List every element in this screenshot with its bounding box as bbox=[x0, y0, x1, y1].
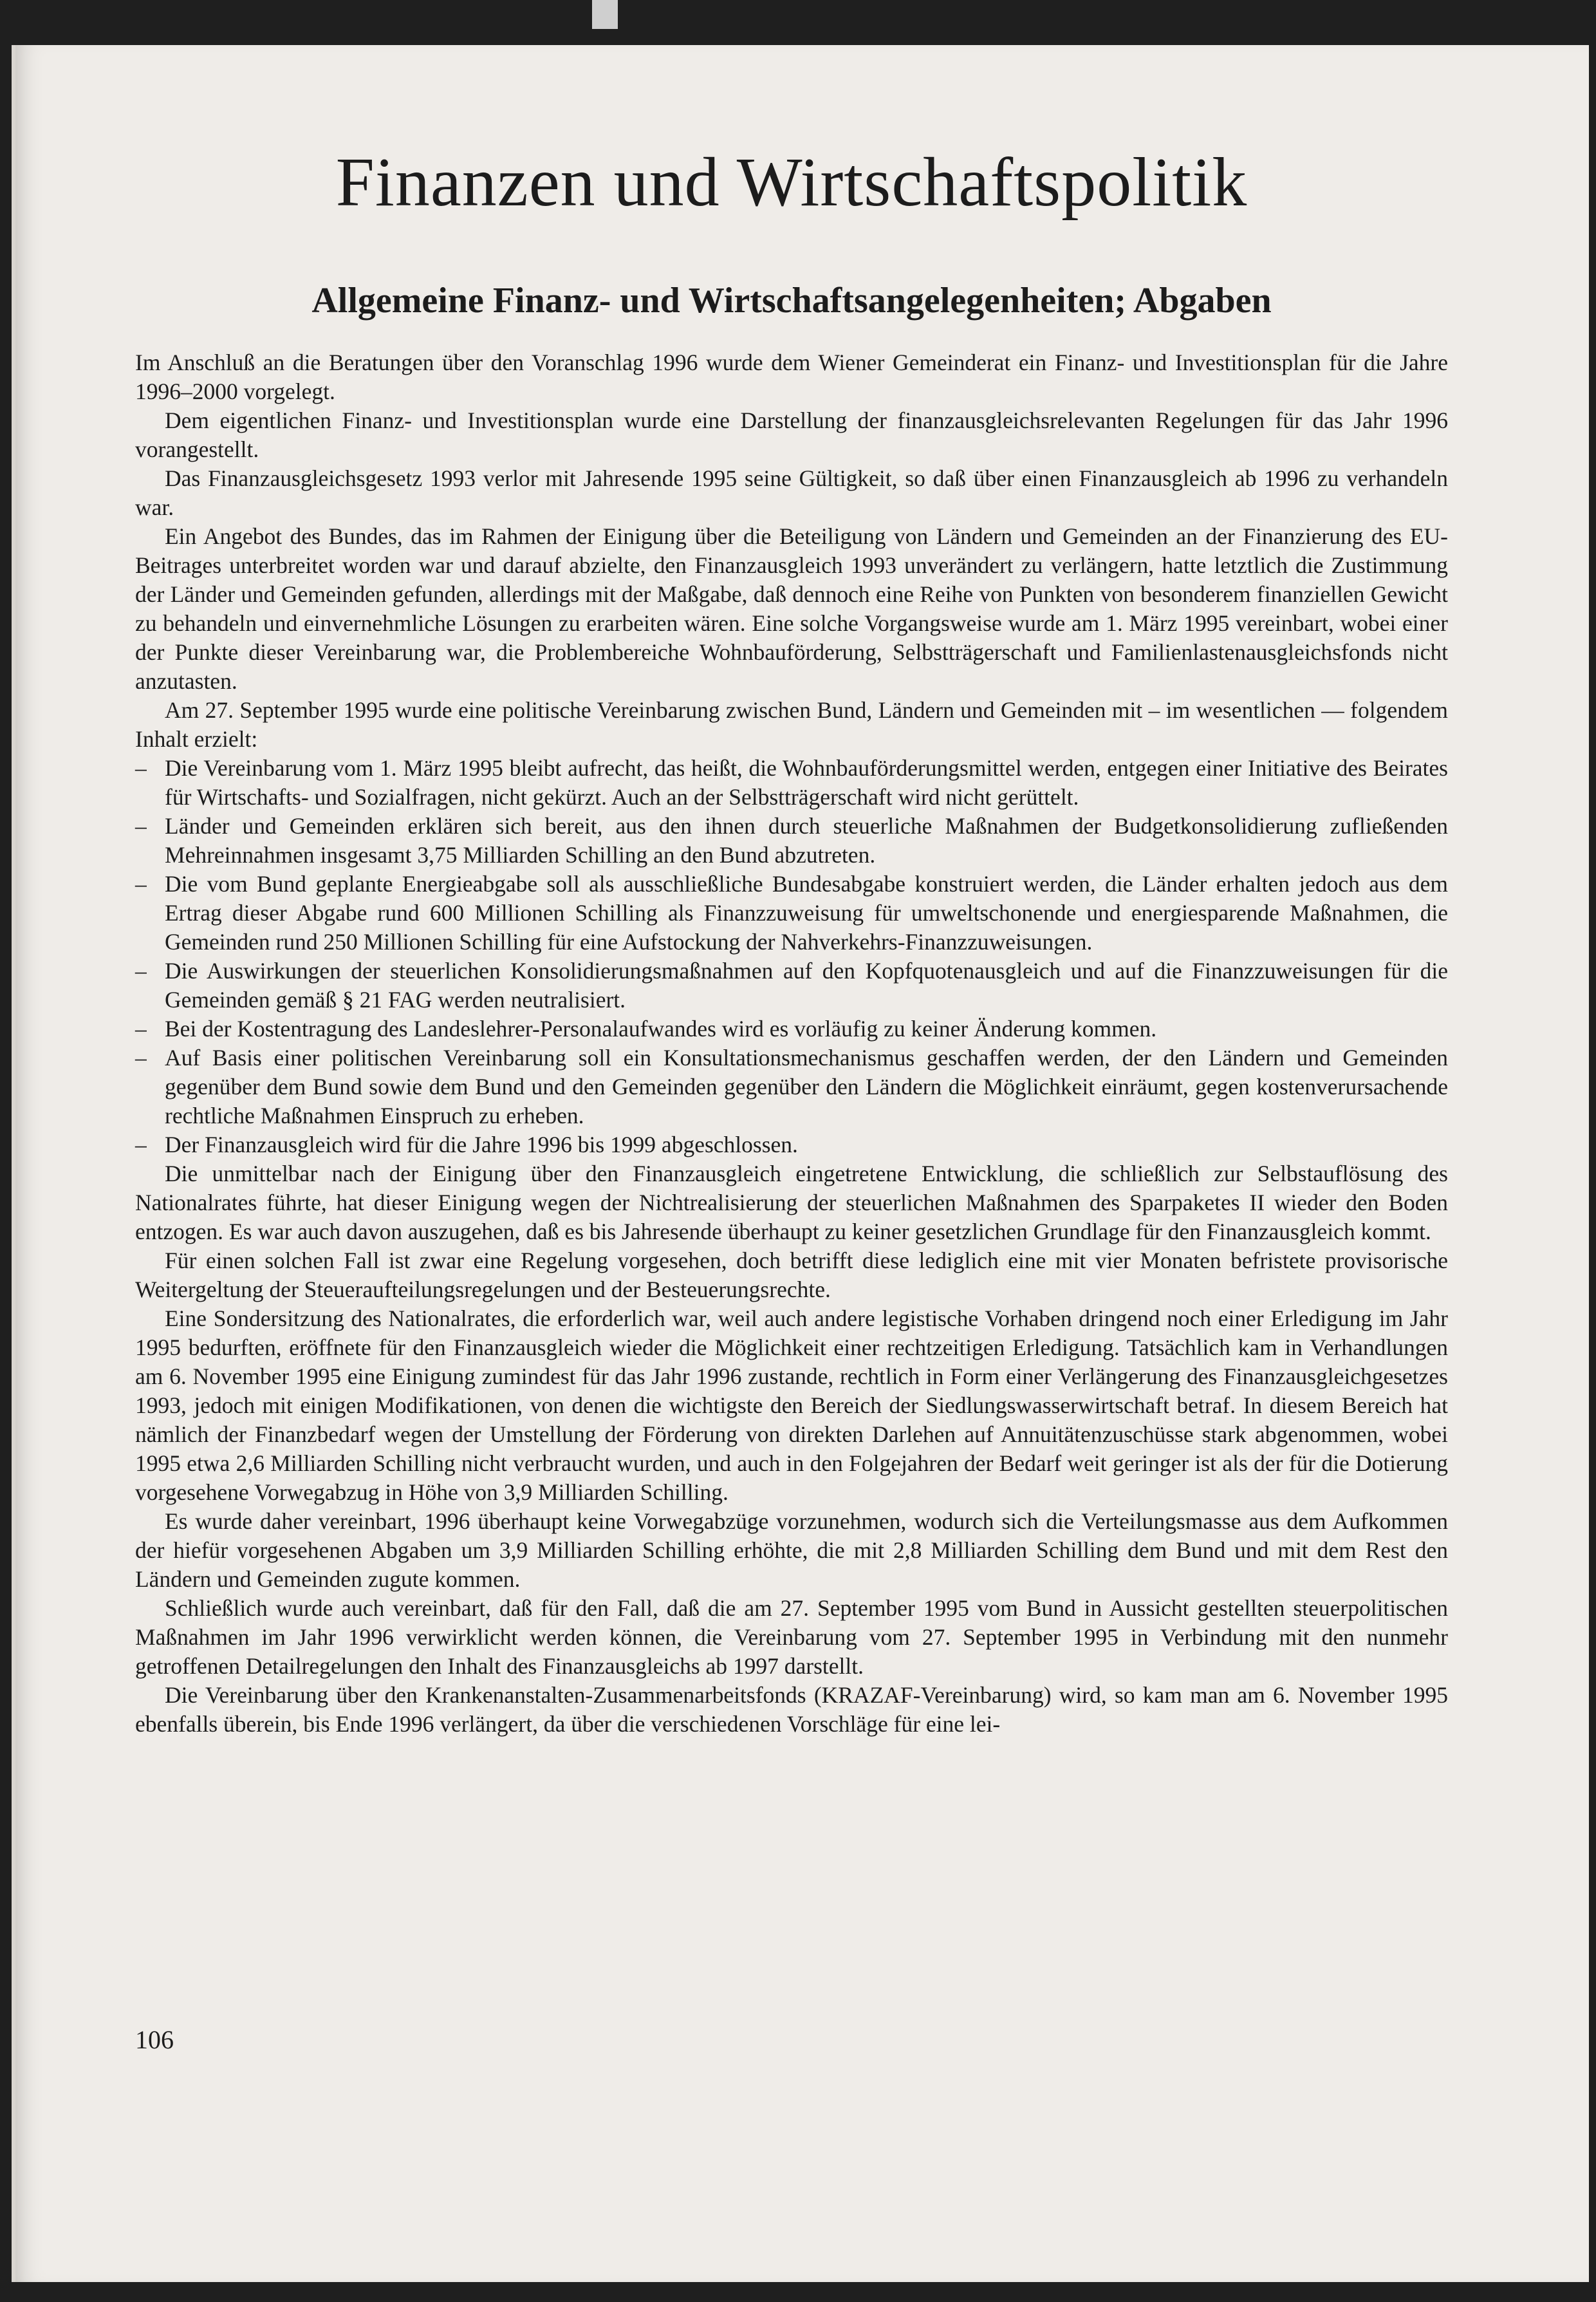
bullet-dash: – bbox=[135, 1044, 147, 1071]
list-item bbox=[135, 1130, 1448, 1159]
list-item-text: Die vom Bund geplante Energieabgabe soll als ausschließliche Bundesabgabe konstruiert werden, die Länder erhalten jedoch aus dem Ertrag dieser Abgabe rund 600 Millionen Schilling als Finanzzuweisung für umweltschonende und energiesparende Maßnahmen, die Gemeinden rund 250 Millionen Schilling für eine Aufstockung der Nahverkehrs-Finanzzuweisungen. bbox=[165, 870, 1448, 955]
list-item bbox=[135, 812, 1448, 870]
section-heading: Allgemeine Finanz- und Wirtschaftsangelegenheiten; Abgaben bbox=[311, 280, 1272, 321]
list-item bbox=[135, 957, 1448, 1015]
paragraph: Ein Angebot des Bundes, das im Rahmen der Einigung über die Beteiligung von Ländern und Gemeinden an der Finanzierung des EU-Beitrages unterbreitet worden war und darauf abzielte, den Finanzausgleich 1993 unverändert zu verlängern, hatte letztlich die Zustimmung der Länder und Gemeinden gefunden, allerdings mit der Maßgabe, daß dennoch eine Reihe von Punkten von besonderem finanziellen Gewicht zu behandeln und einvernehmliche Lösungen zu erarbeiten wären. Eine solche Vorgangsweise wurde am 1. März 1995 vereinbart, wobei einer der Punkte dieser Vereinbarung war, die Problembereiche Wohnbauförderung, Selbstträgerschaft und Familienlastenausgleichsfonds nicht anzutasten. bbox=[135, 523, 1448, 694]
list-item-text: Länder und Gemeinden erklären sich bereit, aus den ihnen durch steuerliche Maßnahmen der Budgetkonsolidierung zufließenden Mehreinnahmen insgesamt 3,75 Milliarden Schilling an den Bund abzutreten. bbox=[165, 812, 1448, 868]
agreement-list bbox=[135, 754, 1448, 1159]
list-item-text: Der Finanzausgleich wird für die Jahre 1996 bis 1999 abgeschlossen. bbox=[165, 1131, 798, 1157]
list-item-text: Auf Basis einer politischen Vereinbarung soll ein Konsultationsmechanismus geschaffen werden, der den Ländern und Gemeinden gegenüber dem Bund sowie dem Bund und den Gemeinden gegenüber den Ländern die Möglichkeit einräumt, gegen kostenverursachende rechtliche Maßnahmen Einspruch zu erheben. bbox=[165, 1044, 1448, 1128]
bullet-dash: – bbox=[135, 812, 147, 839]
page-content bbox=[135, 145, 1448, 1739]
list-item bbox=[135, 754, 1448, 812]
paragraph: Am 27. September 1995 wurde eine politische Vereinbarung zwischen Bund, Ländern und Gemeinden mit – im wesentlichen — folgendem Inhalt erzielt: bbox=[135, 697, 1448, 752]
paragraph: Im Anschluß an die Beratungen über den Voranschlag 1996 wurde dem Wiener Gemeinderat ein Finanz- und Investitionsplan für die Jahre 1996–2000 vorgelegt. bbox=[135, 349, 1448, 404]
paragraph: Eine Sondersitzung des Nationalrates, die erforderlich war, weil auch andere legistische Vorhaben dringend noch einer Erledigung im Jahr 1995 bedurften, eröffnete für den Finanzausgleich wieder die Möglichkeit einer rechtzeitigen Erledigung. Tatsächlich kam in Verhandlungen am 6. November 1995 eine Einigung zumindest für das Jahr 1996 zustande, rechtlich in Form einer Verlängerung des Finanzausgleichgesetzes 1993, jedoch mit einigen Modifikationen, von denen die wichtigste den Bereich der Siedlungswasserwirtschaft betraf. In diesem Bereich hat nämlich der Finanzbedarf wegen der Umstellung der Förderung von direkten Darlehen auf Annuitätenzuschüsse stark abgenommen, wobei 1995 etwa 2,6 Milliarden Schilling nicht verbraucht wurden, und auch in den Folgejahren der Bedarf weit geringer ist als der für die Dotierung vorgesehene Vorwegabzug in Höhe von 3,9 Milliarden Schilling. bbox=[135, 1305, 1448, 1505]
paragraph: Dem eigentlichen Finanz- und Investitionsplan wurde eine Darstellung der finanzausgleichsrelevanten Regelungen für das Jahr 1996 vorangestellt. bbox=[135, 407, 1448, 462]
bullet-dash: – bbox=[135, 957, 147, 984]
list-item bbox=[135, 870, 1448, 957]
paragraph: Die Vereinbarung über den Krankenanstalten-Zusammenarbeitsfonds (KRAZAF-Vereinbarung) wird, so kam man am 6. November 1995 ebenfalls überein, bis Ende 1996 verlängert, da über die verschiedenen Vorschläge für eine lei- bbox=[135, 1681, 1448, 1737]
paragraph: Das Finanzausgleichsgesetz 1993 verlor mit Jahresende 1995 seine Gültigkeit, so daß über einen Finanzausgleich ab 1996 zu verhandeln war. bbox=[135, 465, 1448, 520]
list-item-text: Die Auswirkungen der steuerlichen Konsolidierungsmaßnahmen auf den Kopfquotenausgleich und auf die Finanzzuweisungen für die Gemeinden gemäß § 21 FAG werden neutralisiert. bbox=[165, 957, 1448, 1013]
bullet-dash: – bbox=[135, 754, 147, 781]
paragraph: Es wurde daher vereinbart, 1996 überhaupt keine Vorwegabzüge vorzunehmen, wodurch sich die Verteilungsmasse aus dem Aufkommen der hiefür vorgesehenen Abgaben um 3,9 Milliarden Schilling erhöhte, die mit 2,8 Milliarden Schilling dem Bund und mit dem Rest den Ländern und Gemeinden zugute kommen. bbox=[135, 1508, 1448, 1592]
list-item bbox=[135, 1015, 1448, 1043]
page-number: 106 bbox=[135, 2025, 174, 2054]
page-title: Finanzen und Wirtschaftspolitik bbox=[335, 144, 1248, 221]
bullet-dash: – bbox=[135, 1015, 147, 1042]
paragraph: Die unmittelbar nach der Einigung über den Finanzausgleich eingetretene Entwicklung, die schließlich zur Selbstauflösung des Nationalrates führte, hat dieser Einigung wegen der Nichtrealisierung der steuerlichen Maßnahmen des Sparpaketes II wieder den Boden entzogen. Es war auch davon auszugehen, daß es bis Jahresende überhaupt zu keiner gesetzlichen Grundlage für den Finanzausgleich kommt. bbox=[135, 1160, 1448, 1244]
bullet-dash: – bbox=[135, 870, 147, 897]
list-item bbox=[135, 1043, 1448, 1130]
paragraph: Für einen solchen Fall ist zwar eine Regelung vorgesehen, doch betrifft diese lediglich eine mit vier Monaten befristete provisorische Weitergeltung der Steueraufteilungsregelungen und der Besteuerungsrechte. bbox=[135, 1247, 1448, 1302]
paragraph: Schließlich wurde auch vereinbart, daß für den Fall, daß die am 27. September 1995 vom Bund in Aussicht gestellten steuerpolitischen Maßnahmen im Jahr 1996 verwirklicht werden können, die Vereinbarung vom 27. September 1995 in Verbindung mit den nunmehr getroffenen Detailregelungen den Inhalt des Finanzausgleichs ab 1997 darstellt. bbox=[135, 1595, 1448, 1679]
list-item-text: Bei der Kostentragung des Landeslehrer-Personalaufwandes wird es vorläufig zu keiner Änderung kommen. bbox=[165, 1015, 1157, 1042]
list-item-text: Die Vereinbarung vom 1. März 1995 bleibt aufrecht, das heißt, die Wohnbauförderungsmittel werden, entgegen einer Initiative des Beirates für Wirtschafts- und Sozialfragen, nicht gekürzt. Auch an der Selbstträgerschaft wird nicht gerüttelt. bbox=[165, 754, 1448, 810]
scanner-clip bbox=[592, 0, 618, 29]
bullet-dash: – bbox=[135, 1131, 147, 1157]
